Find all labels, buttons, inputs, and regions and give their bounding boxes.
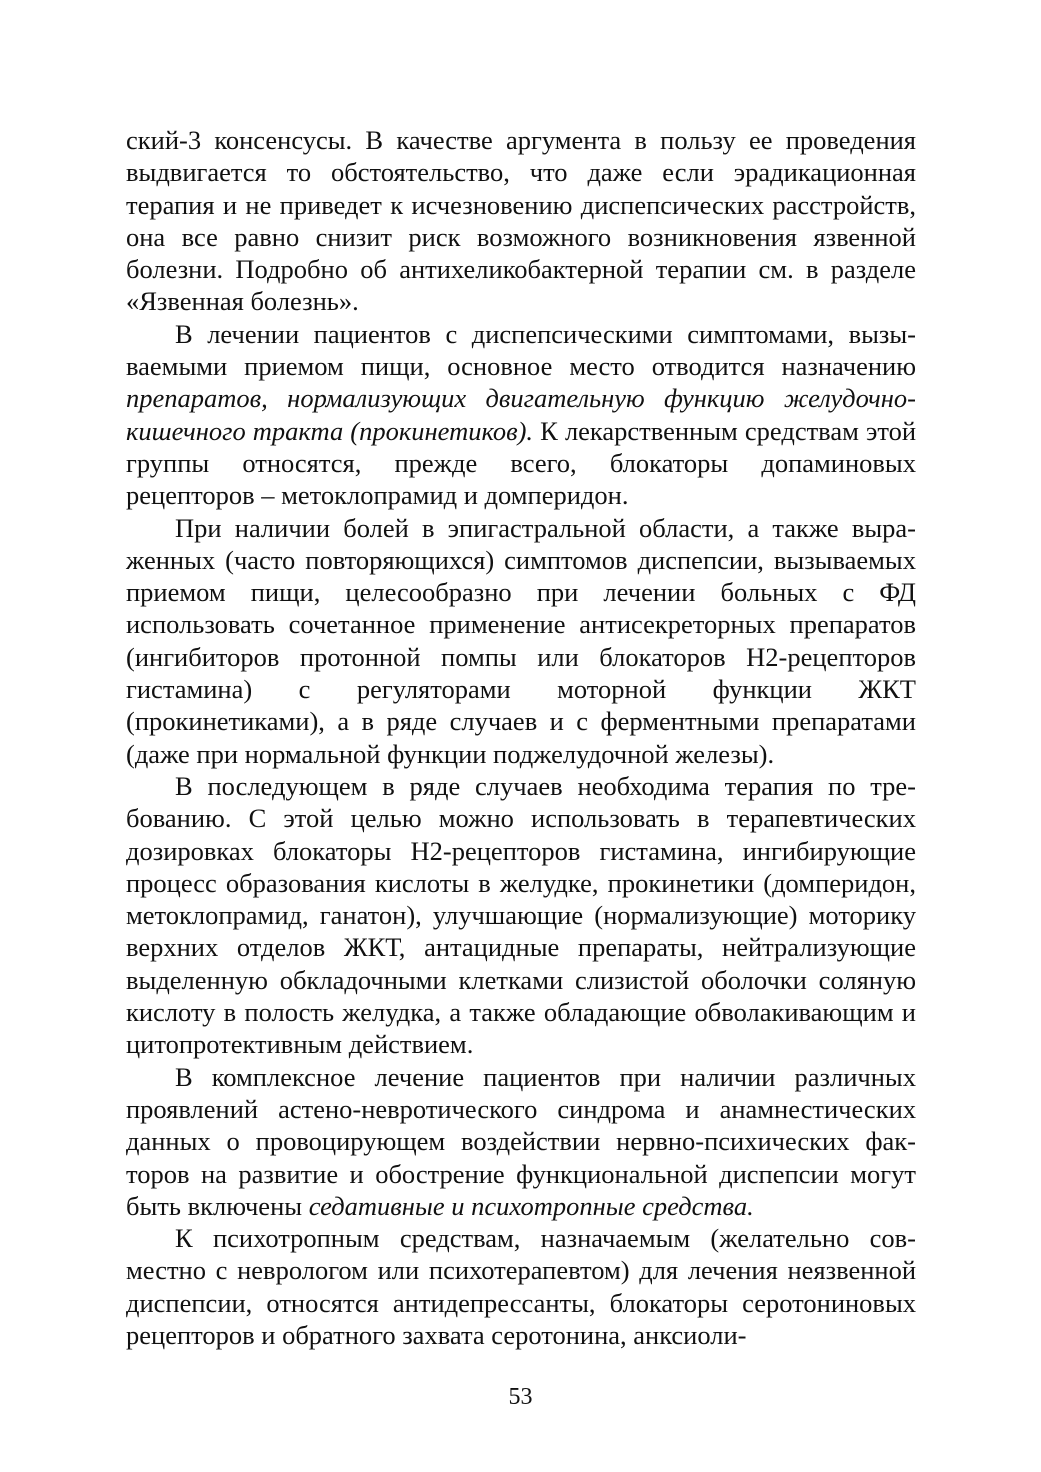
paragraph [126,1061,916,1222]
paragraph-text: В комплексное лечение пациентов при наличии различных проявлений астено-невротического синдрома и анамнестических данных о провоцирующем воздействии нервно-психических факторов на развитие и обострение функциональной диспепсии могут быть включены [126,1061,916,1221]
italic-term: препаратов, нормализующих двигательную функцию желудочно-кишечного тракта (прокинетиков). [126,383,916,446]
paragraph: При наличии болей в эпигастральной области, а также выраженных (часто повторяющихся) симптомов диспепсии, вызываемых приемом пищи, целесообразно при лечении больных с ФД использовать сочетанное применение антисекреторных препаратов (ингибиторов протонной помпы или блокаторов Н2-рецепторов гистамина) с регуляторами моторной функции ЖКТ (прокинетиками), а в ряде случаев и с ферментными препаратами (даже при нормальной функции поджелудочной железы). [126,512,916,769]
paragraph [126,318,916,512]
paragraph-text: В лечении пациентов с диспепсическими симптомами, вызываемыми приемом пищи, основное место отводится назначению [126,318,916,382]
paragraph: В последующем в ряде случаев необходима терапия по требованию. С этой целью можно использовать в терапевтических дозировках блокаторы Н2-рецепторов гистамина, ингибирующие процесс образования кислоты в желудке, прокинетики (домперидон, метоклопрамид, ганатон), улучшающие (нормализующие) моторику верхних отделов ЖКТ, антацидные препараты, нейтрализующие выделенную обкладочными клетками слизистой оболочки соляную кислоту в полость желудка, а также обладающие обволакивающим и цитопротективным действием. [126,770,916,1060]
italic-term: седативные и психотропные средства. [308,1190,754,1221]
page-number: 53 [508,1384,533,1410]
body-text [126,124,916,1351]
paragraph-text: К лекарственным средствам этой группы относятся, прежде всего, блокаторы допаминовых рецепторов – метоклопрамид и домперидон. [126,415,917,511]
paragraph: К психотропным средствам, назначаемым (желательно совместно с неврологом или психотерапевтом) для лечения неязвенной диспепсии, относятся антидепрессанты, блокаторы серотониновых рецепторов и обратного захвата серотонина, анксиоли- [126,1223,916,1350]
paragraph: ский-3 консенсусы. В качестве аргумента в пользу ее проведения выдвигается то обстоятельство, что даже если эрадикационная терапия и не приведет к исчезновению диспепсических расстройств, она все равно снизит риск возможного возникновения язвенной болезни. Подробно об антихеликобактерной терапии см. в разделе «Язвенная болезнь». [126,125,916,317]
